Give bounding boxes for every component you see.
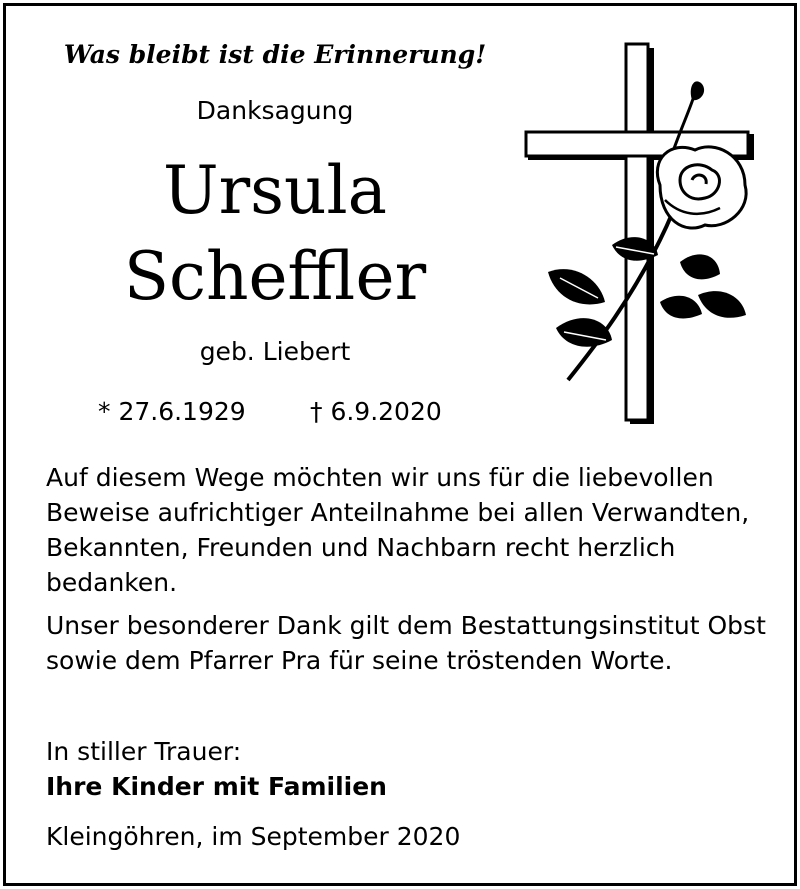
deceased-first-name: Ursula: [162, 152, 387, 229]
closing-block: [46, 734, 766, 804]
maiden-name: geb. Liebert: [199, 337, 351, 366]
motto-heading: Was bleibt ist die Erinnerung!: [63, 40, 487, 69]
deceased-last-name: Scheffler: [123, 238, 427, 315]
message-paragraph-1: Auf diesem Wege möchten wir uns für die liebevollen Beweise aufrichtiger Anteilnahme bei allen Verwandten, Bekannten, Freunden und Nachbarn recht herzlich bedanken.: [46, 463, 750, 597]
notice-type-label: Danksagung: [196, 96, 354, 125]
cross-with-rose-icon: [520, 40, 755, 430]
mourning-line: In stiller Trauer:: [46, 737, 242, 766]
place-and-date: Kleingöhren, im September 2020: [46, 822, 461, 851]
cross-icon: [526, 44, 754, 424]
death-date: † 6.9.2020: [310, 397, 442, 426]
message-body: [46, 460, 766, 678]
birth-date: * 27.6.1929: [98, 397, 246, 426]
message-paragraph-2: Unser besonderer Dank gilt dem Bestattungsinstitut Obst sowie dem Pfarrer Pra für seine tröstenden Worte.: [46, 611, 766, 675]
family-signature: Ihre Kinder mit Familien: [46, 772, 387, 801]
